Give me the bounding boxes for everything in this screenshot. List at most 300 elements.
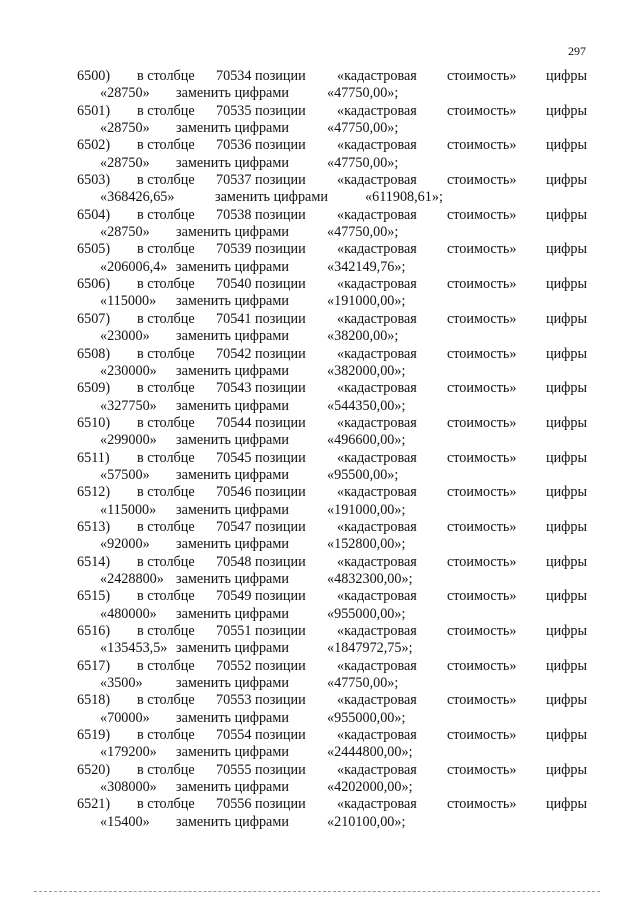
old-value: «2428800» — [100, 570, 164, 587]
old-value: «308000» — [100, 779, 157, 796]
old-value: «179200» — [100, 744, 157, 761]
entry-first-line — [0, 207, 639, 224]
list-item — [0, 554, 639, 589]
digits-label: цифры — [546, 449, 588, 466]
entry-number: 6516) — [77, 623, 111, 639]
old-value: «3500» — [100, 675, 143, 692]
column-number: 70555 — [216, 761, 252, 778]
position-label: позиции — [255, 172, 306, 189]
position-label: позиции — [255, 449, 306, 466]
new-value: «47750,00»; — [327, 224, 399, 241]
replace-label: заменить цифрами — [176, 779, 289, 796]
entry-first-line — [0, 450, 639, 467]
entry-second-line — [0, 675, 639, 692]
position-label: позиции — [255, 588, 306, 605]
cost-label: стоимость» — [447, 588, 517, 605]
bottom-divider — [34, 891, 600, 892]
cost-label: стоимость» — [447, 380, 517, 397]
entry-number: 6519) — [77, 727, 111, 744]
column-number: 70547 — [216, 518, 252, 535]
column-position — [216, 415, 306, 432]
entry-second-line — [0, 640, 639, 657]
column-number: 70534 — [216, 68, 252, 84]
replace-label: заменить цифрами — [176, 397, 289, 414]
cost-label: стоимость» — [447, 761, 517, 778]
entry-number: 6505) — [77, 241, 111, 258]
in-column-label: в столбце — [137, 623, 195, 639]
kadastr-label: «кадастровая — [337, 796, 417, 813]
entry-first-line — [0, 137, 639, 154]
list-item — [0, 103, 639, 138]
column-position — [216, 68, 306, 85]
column-number: 70542 — [216, 345, 252, 362]
old-value: «368426,65» — [100, 189, 175, 206]
column-number: 70552 — [216, 657, 252, 674]
entry-second-line — [0, 744, 639, 761]
new-value: «2444800,00»; — [327, 744, 413, 761]
position-label: позиции — [255, 68, 306, 84]
old-value: «299000» — [100, 432, 157, 449]
new-value: «95500,00»; — [327, 466, 399, 483]
entry-second-line — [0, 328, 639, 345]
digits-label: цифры — [546, 206, 588, 223]
in-column-label: в столбце — [137, 345, 195, 362]
position-label: позиции — [255, 657, 306, 674]
in-column-label: в столбце — [137, 518, 195, 535]
new-value: «496600,00»; — [327, 432, 406, 449]
cost-label: стоимость» — [447, 68, 517, 84]
entry-number: 6500) — [77, 68, 111, 84]
column-position — [216, 380, 306, 397]
list-item — [0, 68, 639, 103]
old-value: «28750» — [100, 154, 150, 171]
entry-number: 6512) — [77, 484, 111, 501]
entry-number: 6501) — [77, 102, 111, 119]
kadastr-label: «кадастровая — [337, 68, 417, 84]
new-value: «210100,00»; — [327, 813, 406, 830]
entry-first-line — [0, 241, 639, 258]
kadastr-label: «кадастровая — [337, 449, 417, 466]
digits-label: цифры — [546, 553, 588, 570]
kadastr-label: «кадастровая — [337, 310, 417, 327]
in-column-label: в столбце — [137, 761, 195, 778]
new-value: «382000,00»; — [327, 362, 406, 379]
in-column-label: в столбце — [137, 241, 195, 258]
list-item — [0, 727, 639, 762]
old-value: «480000» — [100, 605, 157, 622]
in-column-label: в столбце — [137, 588, 195, 605]
new-value: «152800,00»; — [327, 536, 406, 553]
in-column-label: в столбце — [137, 692, 195, 709]
entry-number: 6518) — [77, 692, 111, 709]
entry-first-line — [0, 276, 639, 293]
in-column-label: в столбце — [137, 657, 195, 674]
in-column-label: в столбце — [137, 172, 195, 189]
cost-label: стоимость» — [447, 657, 517, 674]
list-item — [0, 207, 639, 242]
replace-label: заменить цифрами — [176, 258, 289, 275]
cost-label: стоимость» — [447, 484, 517, 501]
entry-first-line — [0, 623, 639, 640]
digits-label: цифры — [546, 518, 588, 535]
digits-label: цифры — [546, 102, 588, 119]
column-position — [216, 241, 306, 258]
new-value: «611908,61»; — [365, 189, 443, 206]
new-value: «342149,76»; — [327, 258, 406, 275]
column-position — [216, 172, 306, 189]
entry-number: 6502) — [77, 137, 111, 154]
old-value: «28750» — [100, 85, 150, 102]
new-value: «47750,00»; — [327, 675, 399, 692]
entry-first-line — [0, 103, 639, 120]
kadastr-label: «кадастровая — [337, 692, 417, 709]
digits-label: цифры — [546, 414, 588, 431]
entry-first-line — [0, 380, 639, 397]
in-column-label: в столбце — [137, 449, 195, 466]
entry-second-line — [0, 432, 639, 449]
old-value: «23000» — [100, 328, 150, 345]
new-value: «191000,00»; — [327, 293, 406, 310]
list-item — [0, 692, 639, 727]
list-item — [0, 588, 639, 623]
in-column-label: в столбце — [137, 102, 195, 119]
replace-label: заменить цифрами — [176, 362, 289, 379]
kadastr-label: «кадастровая — [337, 761, 417, 778]
digits-label: цифры — [546, 588, 588, 605]
entry-second-line — [0, 85, 639, 102]
list-item — [0, 484, 639, 519]
old-value: «206006,4» — [100, 258, 168, 275]
column-number: 70548 — [216, 553, 252, 570]
kadastr-label: «кадастровая — [337, 241, 417, 258]
column-position — [216, 346, 306, 363]
entry-first-line — [0, 658, 639, 675]
list-item — [0, 796, 639, 831]
entry-second-line — [0, 502, 639, 519]
page-number: 297 — [568, 44, 586, 58]
digits-label: цифры — [546, 310, 588, 327]
cost-label: стоимость» — [447, 310, 517, 327]
replace-label: заменить цифрами — [176, 328, 289, 345]
replace-label: заменить цифрами — [176, 640, 289, 657]
position-label: позиции — [255, 310, 306, 327]
entry-number: 6509) — [77, 380, 111, 397]
digits-label: цифры — [546, 657, 588, 674]
column-position — [216, 311, 306, 328]
amendment-list — [0, 68, 639, 831]
column-number: 70545 — [216, 449, 252, 466]
entry-second-line — [0, 779, 639, 796]
position-label: позиции — [255, 276, 306, 293]
digits-label: цифры — [546, 380, 588, 397]
entry-first-line — [0, 346, 639, 363]
old-value: «28750» — [100, 120, 150, 137]
position-label: позиции — [255, 727, 306, 744]
column-number: 70556 — [216, 796, 252, 813]
in-column-label: в столбце — [137, 380, 195, 397]
position-label: позиции — [255, 553, 306, 570]
position-label: позиции — [255, 345, 306, 362]
column-position — [216, 450, 306, 467]
replace-label: заменить цифрами — [176, 570, 289, 587]
cost-label: стоимость» — [447, 553, 517, 570]
old-value: «70000» — [100, 709, 150, 726]
kadastr-label: «кадастровая — [337, 588, 417, 605]
old-value: «15400» — [100, 813, 150, 830]
kadastr-label: «кадастровая — [337, 657, 417, 674]
list-item — [0, 658, 639, 693]
replace-label: заменить цифрами — [176, 709, 289, 726]
replace-label: заменить цифрами — [176, 293, 289, 310]
old-value: «135453,5» — [100, 640, 168, 657]
kadastr-label: «кадастровая — [337, 553, 417, 570]
kadastr-label: «кадастровая — [337, 345, 417, 362]
cost-label: стоимость» — [447, 518, 517, 535]
in-column-label: в столбце — [137, 276, 195, 293]
entry-first-line — [0, 762, 639, 779]
list-item — [0, 380, 639, 415]
entry-number: 6517) — [77, 657, 111, 674]
column-position — [216, 623, 306, 640]
replace-label: заменить цифрами — [176, 432, 289, 449]
column-position — [216, 103, 306, 120]
entry-second-line — [0, 363, 639, 380]
digits-label: цифры — [546, 796, 588, 813]
entry-second-line — [0, 814, 639, 831]
column-position — [216, 796, 306, 813]
position-label: позиции — [255, 414, 306, 431]
kadastr-label: «кадастровая — [337, 484, 417, 501]
in-column-label: в столбце — [137, 553, 195, 570]
old-value: «57500» — [100, 466, 150, 483]
list-item — [0, 276, 639, 311]
replace-label: заменить цифрами — [176, 466, 289, 483]
kadastr-label: «кадастровая — [337, 172, 417, 189]
new-value: «1847972,75»; — [327, 640, 413, 657]
entry-number: 6510) — [77, 414, 111, 431]
entry-first-line — [0, 727, 639, 744]
kadastr-label: «кадастровая — [337, 623, 417, 639]
list-item — [0, 241, 639, 276]
new-value: «38200,00»; — [327, 328, 399, 345]
column-position — [216, 137, 306, 154]
cost-label: стоимость» — [447, 172, 517, 189]
column-position — [216, 484, 306, 501]
entry-first-line — [0, 519, 639, 536]
digits-label: цифры — [546, 241, 588, 258]
digits-label: цифры — [546, 345, 588, 362]
cost-label: стоимость» — [447, 623, 517, 639]
column-position — [216, 588, 306, 605]
digits-label: цифры — [546, 692, 588, 709]
old-value: «28750» — [100, 224, 150, 241]
entry-number: 6507) — [77, 310, 111, 327]
position-label: позиции — [255, 796, 306, 813]
new-value: «47750,00»; — [327, 85, 399, 102]
kadastr-label: «кадастровая — [337, 137, 417, 154]
list-item — [0, 519, 639, 554]
cost-label: стоимость» — [447, 796, 517, 813]
kadastr-label: «кадастровая — [337, 727, 417, 744]
in-column-label: в столбце — [137, 796, 195, 813]
entry-second-line — [0, 571, 639, 588]
in-column-label: в столбце — [137, 206, 195, 223]
entry-number: 6515) — [77, 588, 111, 605]
cost-label: стоимость» — [447, 276, 517, 293]
entry-first-line — [0, 484, 639, 501]
column-number: 70543 — [216, 380, 252, 397]
position-label: позиции — [255, 241, 306, 258]
entry-second-line — [0, 189, 639, 206]
new-value: «4202000,00»; — [327, 779, 413, 796]
column-position — [216, 207, 306, 224]
replace-label: заменить цифрами — [176, 813, 289, 830]
in-column-label: в столбце — [137, 414, 195, 431]
new-value: «955000,00»; — [327, 709, 406, 726]
position-label: позиции — [255, 484, 306, 501]
cost-label: стоимость» — [447, 241, 517, 258]
new-value: «191000,00»; — [327, 501, 406, 518]
entry-second-line — [0, 293, 639, 310]
kadastr-label: «кадастровая — [337, 414, 417, 431]
digits-label: цифры — [546, 137, 588, 154]
kadastr-label: «кадастровая — [337, 276, 417, 293]
new-value: «544350,00»; — [327, 397, 406, 414]
entry-second-line — [0, 259, 639, 276]
kadastr-label: «кадастровая — [337, 206, 417, 223]
old-value: «115000» — [100, 293, 157, 310]
entry-second-line — [0, 467, 639, 484]
column-position — [216, 762, 306, 779]
entry-second-line — [0, 120, 639, 137]
position-label: позиции — [255, 380, 306, 397]
new-value: «47750,00»; — [327, 120, 399, 137]
position-label: позиции — [255, 761, 306, 778]
column-number: 70553 — [216, 692, 252, 709]
list-item — [0, 762, 639, 797]
entry-number: 6511) — [77, 449, 110, 466]
entry-first-line — [0, 796, 639, 813]
list-item — [0, 172, 639, 207]
position-label: позиции — [255, 623, 306, 639]
replace-label: заменить цифрами — [176, 744, 289, 761]
replace-label: заменить цифрами — [176, 536, 289, 553]
column-number: 70541 — [216, 310, 252, 327]
column-number: 70540 — [216, 276, 252, 293]
column-number: 70539 — [216, 241, 252, 258]
replace-label: заменить цифрами — [176, 85, 289, 102]
kadastr-label: «кадастровая — [337, 380, 417, 397]
column-number: 70551 — [216, 623, 252, 639]
in-column-label: в столбце — [137, 137, 195, 154]
entry-number: 6514) — [77, 553, 111, 570]
kadastr-label: «кадастровая — [337, 518, 417, 535]
position-label: позиции — [255, 102, 306, 119]
entry-number: 6513) — [77, 518, 111, 535]
cost-label: стоимость» — [447, 414, 517, 431]
entry-number: 6503) — [77, 172, 111, 189]
in-column-label: в столбце — [137, 68, 195, 84]
digits-label: цифры — [546, 172, 588, 189]
column-position — [216, 727, 306, 744]
old-value: «327750» — [100, 397, 157, 414]
in-column-label: в столбце — [137, 310, 195, 327]
column-position — [216, 658, 306, 675]
position-label: позиции — [255, 518, 306, 535]
position-label: позиции — [255, 692, 306, 709]
new-value: «955000,00»; — [327, 605, 406, 622]
entry-number: 6508) — [77, 345, 111, 362]
replace-label: заменить цифрами — [215, 189, 328, 206]
cost-label: стоимость» — [447, 727, 517, 744]
list-item — [0, 137, 639, 172]
column-position — [216, 554, 306, 571]
replace-label: заменить цифрами — [176, 120, 289, 137]
kadastr-label: «кадастровая — [337, 102, 417, 119]
list-item — [0, 311, 639, 346]
entry-number: 6504) — [77, 206, 111, 223]
column-number: 70535 — [216, 102, 252, 119]
entry-second-line — [0, 710, 639, 727]
digits-label: цифры — [546, 484, 588, 501]
entry-number: 6521) — [77, 796, 111, 813]
entry-first-line — [0, 692, 639, 709]
in-column-label: в столбце — [137, 727, 195, 744]
column-position — [216, 692, 306, 709]
list-item — [0, 623, 639, 658]
cost-label: стоимость» — [447, 102, 517, 119]
list-item — [0, 346, 639, 381]
in-column-label: в столбце — [137, 484, 195, 501]
column-position — [216, 276, 306, 293]
entry-second-line — [0, 398, 639, 415]
column-position — [216, 519, 306, 536]
column-number: 70537 — [216, 172, 252, 189]
position-label: позиции — [255, 137, 306, 154]
column-number: 70554 — [216, 727, 252, 744]
cost-label: стоимость» — [447, 692, 517, 709]
old-value: «115000» — [100, 501, 157, 518]
list-item — [0, 415, 639, 450]
digits-label: цифры — [546, 68, 588, 84]
replace-label: заменить цифрами — [176, 224, 289, 241]
cost-label: стоимость» — [447, 137, 517, 154]
entry-second-line — [0, 155, 639, 172]
entry-first-line — [0, 172, 639, 189]
column-number: 70549 — [216, 588, 252, 605]
list-item — [0, 450, 639, 485]
old-value: «92000» — [100, 536, 150, 553]
replace-label: заменить цифрами — [176, 154, 289, 171]
entry-first-line — [0, 68, 639, 85]
column-number: 70544 — [216, 414, 252, 431]
entry-second-line — [0, 224, 639, 241]
entry-number: 6520) — [77, 761, 111, 778]
digits-label: цифры — [546, 276, 588, 293]
entry-number: 6506) — [77, 276, 111, 293]
replace-label: заменить цифрами — [176, 605, 289, 622]
position-label: позиции — [255, 206, 306, 223]
replace-label: заменить цифрами — [176, 675, 289, 692]
old-value: «230000» — [100, 362, 157, 379]
entry-first-line — [0, 311, 639, 328]
cost-label: стоимость» — [447, 206, 517, 223]
replace-label: заменить цифрами — [176, 501, 289, 518]
new-value: «4832300,00»; — [327, 570, 413, 587]
entry-first-line — [0, 588, 639, 605]
digits-label: цифры — [546, 727, 588, 744]
cost-label: стоимость» — [447, 345, 517, 362]
